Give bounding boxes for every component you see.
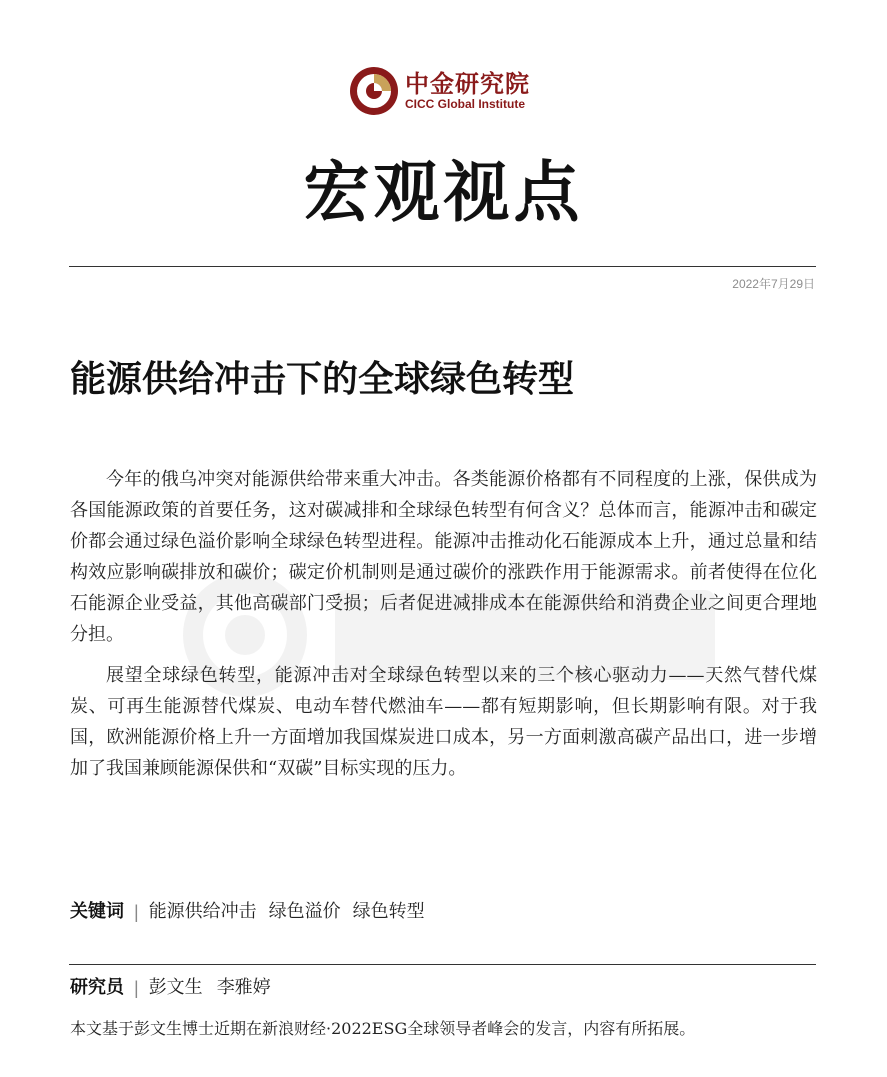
header-logo bbox=[349, 66, 530, 116]
body-paragraph: 今年的俄乌冲突对能源供给带来重大冲击。各类能源价格都有不同程度的上涨，保供成为各国能源政策的首要任务，这对碳减排和全球绿色转型有何含义？总体而言，能源冲击和碳定价都会通过绿色溢价影响全球绿色转型进程。能源冲击推动化石能源成本上升，通过总量和结构效应影响碳排放和碳价；碳定价机制则是通过碳价的涨跌作用于能源需求。前者使得在位化石能源企业受益，其他高碳部门受损；后者促进减排成本在能源供给和消费企业之间更合理地分担。 bbox=[70, 469, 817, 645]
researcher-name: 李雅婷 bbox=[216, 977, 271, 998]
keywords-row bbox=[70, 898, 817, 926]
keyword-item: 能源供给冲击 bbox=[148, 901, 257, 922]
researcher-name: 彭文生 bbox=[148, 977, 203, 998]
series-title: 宏观视点 bbox=[303, 153, 584, 231]
keyword-item: 绿色转型 bbox=[352, 901, 425, 922]
publish-date: 2022年7月29日 bbox=[732, 277, 815, 291]
keywords-label: 关键词 bbox=[70, 901, 124, 922]
keyword-item: 绿色溢价 bbox=[268, 901, 341, 922]
logo-name-cn: 中金研究院 bbox=[405, 70, 530, 98]
researchers-label: 研究员 bbox=[70, 977, 124, 998]
logo-text bbox=[405, 71, 530, 111]
source-note: 本文基于彭文生博士近期在新浪财经·2022ESG全球领导者峰会的发言，内容有所拓展。 bbox=[70, 1019, 696, 1038]
article-body bbox=[70, 464, 817, 794]
keywords-separator: | bbox=[134, 902, 139, 922]
researchers-separator: | bbox=[134, 978, 139, 998]
logo-name-en: CICC Global Institute bbox=[405, 97, 525, 111]
bottom-divider bbox=[69, 964, 816, 965]
article-title: 能源供给冲击下的全球绿色转型 bbox=[70, 359, 575, 400]
cicc-logo-icon bbox=[349, 66, 399, 116]
researchers-row bbox=[70, 972, 285, 1004]
body-paragraph: 展望全球绿色转型，能源冲击对全球绿色转型以来的三个核心驱动力——天然气替代煤炭、可再生能源替代煤炭、电动车替代燃油车——都有短期影响，但长期影响有限。对于我国，欧洲能源价格上升一方面增加我国煤炭进口成本，另一方面刺激高碳产品出口，进一步增加了我国兼顾能源保供和“双碳”目标实现的压力。 bbox=[70, 665, 817, 779]
top-divider bbox=[69, 266, 816, 267]
